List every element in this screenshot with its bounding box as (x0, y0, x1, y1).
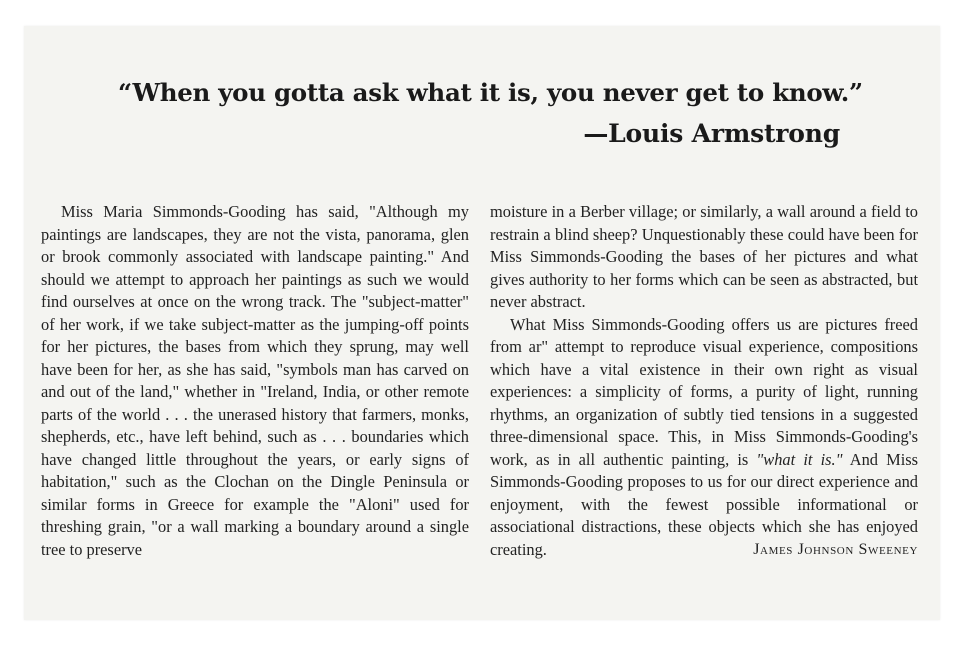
essay-column-left (41, 201, 469, 561)
epigraph-attribution: —Louis Armstrong (583, 119, 840, 148)
essay-text: What Miss Simmonds-Gooding offers us are pictures freed from ar" attempt to reproduce visual experience, compositions which have a vital existence in their own right as visual experiences: a simplicity of forms, a purity of light, running rhythms, an organization of subtly tied tensions in a suggested three-dimensional space. This, in Miss Simmonds-Gooding's work, as in all authentic painting, is (490, 314, 918, 469)
author-signature: James Johnson Sweeney (753, 540, 918, 558)
emphasis-quote: "what it is." (756, 449, 843, 469)
essay-paragraph (490, 314, 918, 562)
essay-text: And Miss Simmonds-Gooding proposes to us for our direct experience and enjoyment, with the fewest possible informational or associational distractions, these objects which she has enjoyed creating. (490, 449, 918, 559)
essay-paragraph: moisture in a Berber village; or similarly, a wall around a field to restrain a blind sheep? Unquestionably these could have been for Miss Simmonds-Gooding the bases of her pictures and what gives authority to her forms which can be seen as abstracted, but never abstract. (490, 202, 918, 311)
document-page (24, 26, 940, 620)
essay-column-right (490, 201, 918, 561)
epigraph-quote: “When you gotta ask what it is, you never get to know.” (118, 78, 863, 107)
essay-paragraph: Miss Maria Simmonds-Gooding has said, "Although my paintings are landscapes, they are not the vista, panorama, glen or brook commonly associated with landscape painting." And should we attempt to approach her paintings as such we would find ourselves at once on the wrong track. The "subject-matter" of her work, if we take subject-matter as the jumping-off points for her pictures, the bases from which they sprung, may well have been for her, as she has said, "symbols man has carved on and out of the land," whether in "Ireland, India, or other remote parts of the world . . . the unerased history that farmers, monks, shepherds, etc., have left behind, such as . . . boundaries which have changed little throughout the years, or early signs of habitation," such as the Clochan on the Dingle Peninsula or similar forms in Greece for example the "Aloni" used for threshing grain, "or a wall marking a boundary around a single tree to preserve (41, 202, 469, 559)
